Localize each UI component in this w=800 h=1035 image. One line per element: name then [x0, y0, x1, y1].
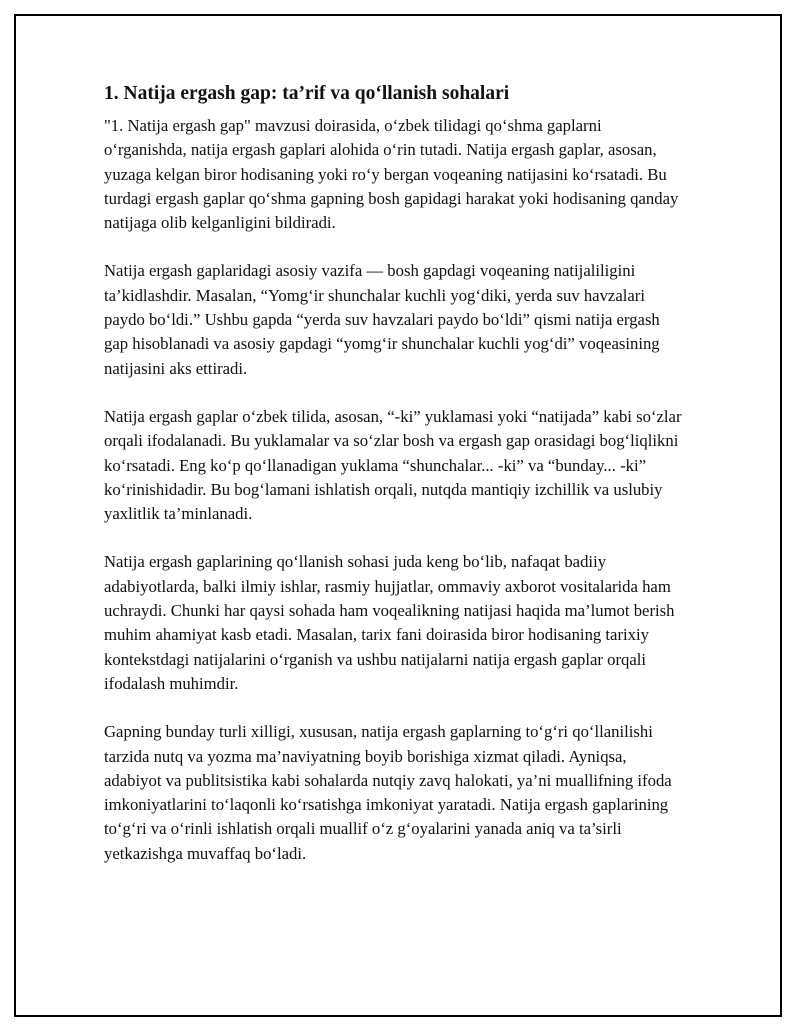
paragraph-5: Gapning bunday turli xilligi, xususan, natija ergash gaplarning to‘g‘ri qo‘llanilishi tarzida nutq va yozma ma’naviyatning boyib borishiga xizmat qiladi. Ayniqsa, adabiyot va publitsistika kabi sohalarda nutqiy zavq halokati, ya’ni muallifning ifoda imkoniyatlarini to‘laqonli ko‘rsatishga imkoniyat yaratadi. Natija ergash gaplarining to‘g‘ri va o‘rinli ishlatish orqali muallif o‘z g‘oyalarini yanada aniq va ta’sirli yetkazishga muvaffaq bo‘ladi.	[104, 722, 672, 863]
paragraph-1: "1. Natija ergash gap" mavzusi doirasida, o‘zbek tilidagi qo‘shma gaplarni o‘rganishda, natija ergash gaplari alohida o‘rin tutadi. Natija ergash gaplar, asosan, yuzaga kelgan biror hodisaning yoki ro‘y bergan voqeaning natijasini ko‘rsatadi. Bu turdagi ergash gaplar qo‘shma gapning bosh gapidagi harakat yoki hodisaning qanday natijaga olib kelganligini bildiradi.	[104, 116, 679, 233]
paragraph-3: Natija ergash gaplar o‘zbek tilida, asosan, “-ki” yuklamasi yoki “natijada” kabi so‘zlar orqali ifodalanadi. Bu yuklamalar va so‘zlar bosh va ergash gap orasidagi bog‘liqlikni ko‘rsatadi. Eng ko‘p qo‘llanadigan yuklama “shunchalar... -ki” va “bunday... -ki” ko‘rinishidadir. Bu bog‘lamani ishlatish orqali, nutqda mantiqiy izchillik va uslubiy yaxlitlik ta’minlanadi.	[104, 406, 682, 524]
document-body	[104, 78, 684, 890]
paragraph-4: Natija ergash gaplarining qo‘llanish sohasi juda keng bo‘lib, nafaqat badiiy adabiyotlarda, balki ilmiy ishlar, rasmiy hujjatlar, ommaviy axborot vositalarida ham uchraydi. Chunki har qaysi sohada ham voqealikning natijasi haqida ma’lumot berish muhim ahamiyat kasb etadi. Masalan, tarix fani doirasida biror hodisaning tarixiy kontekstdagi natijalarini o‘rganish va ushbu natijalarni natija ergash gaplar orqali ifodalash muhimdir.	[104, 552, 675, 693]
paragraph-2: Natija ergash gaplaridagi asosiy vazifa — bosh gapdagi voqeaning natijaliligini ta’kidlashdir. Masalan, “Yomg‘ir shunchalar kuchli yog‘diki, yerda suv havzalari paydo bo‘ldi.” Ushbu gapda “yerda suv havzalari paydo bo‘ldi” qismi natija ergash gap hisoblanadi va asosiy gapdagi “yomg‘ir shunchalar kuchli yog‘di” voqeasining natijasini aks ettiradi.	[104, 261, 660, 378]
document-title: 1. Natija ergash gap: ta’rif va qo‘llanish sohalari	[104, 83, 510, 104]
